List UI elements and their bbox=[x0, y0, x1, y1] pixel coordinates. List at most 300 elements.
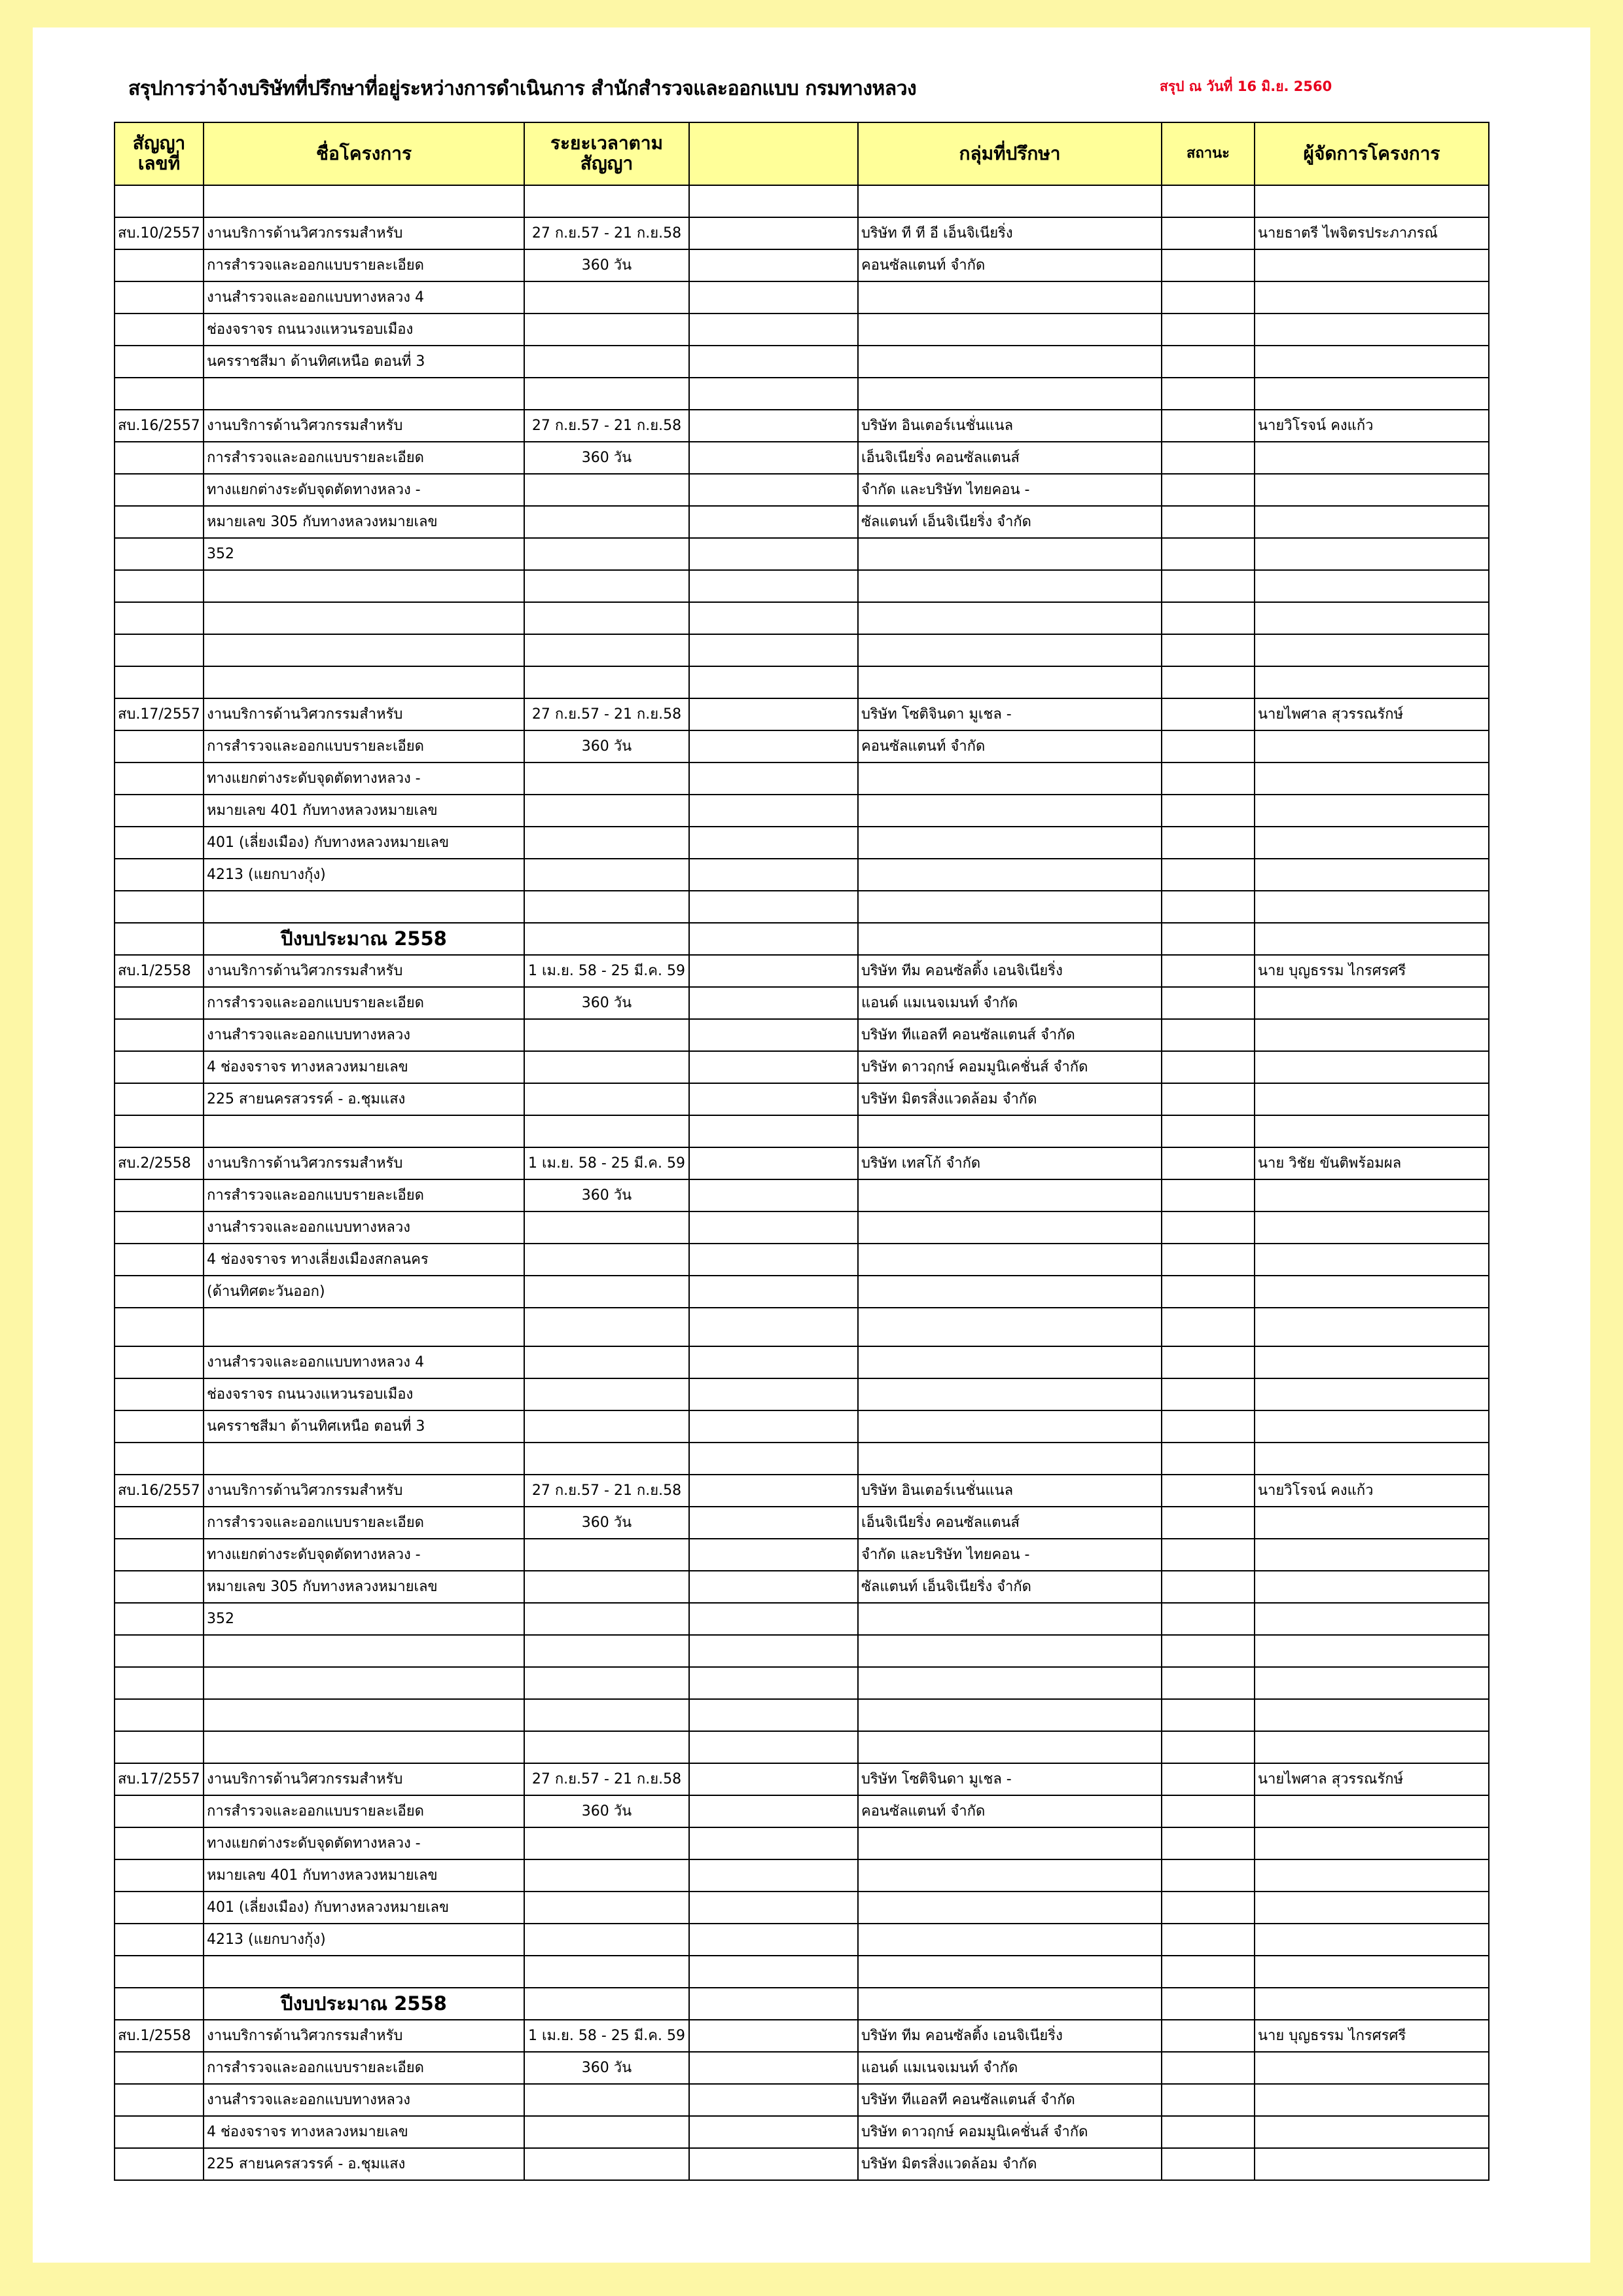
status-cell bbox=[1162, 538, 1255, 570]
project-name-cell: งานบริการด้านวิศวกรรมสำหรับ bbox=[204, 1475, 524, 1507]
status-cell bbox=[1162, 2116, 1255, 2148]
table-row bbox=[115, 1308, 1489, 1346]
project-name-cell: 225 สายนครสวรรค์ - อ.ชุมแสง bbox=[204, 2148, 524, 2180]
status-cell bbox=[1162, 217, 1255, 249]
project-manager-cell bbox=[1255, 2148, 1489, 2180]
contract-no-cell: สบ.16/2557 bbox=[115, 410, 204, 442]
table-row bbox=[115, 442, 1489, 474]
project-name-cell: งานบริการด้านวิศวกรรมสำหรับ bbox=[204, 698, 524, 730]
col-header-consultant: กลุ่มที่ปรึกษา bbox=[858, 122, 1162, 185]
contract-no-cell bbox=[115, 1244, 204, 1276]
consultant-cell bbox=[858, 1731, 1162, 1763]
project-name-cell bbox=[204, 1956, 524, 1988]
status-cell bbox=[1162, 1083, 1255, 1115]
table-row bbox=[115, 762, 1489, 795]
table-row bbox=[115, 1147, 1489, 1179]
status-cell bbox=[1162, 1346, 1255, 1378]
status-cell bbox=[1162, 1115, 1255, 1147]
blank-cell bbox=[689, 2148, 858, 2180]
col-header-project-manager: ผู้จัดการโครงการ bbox=[1255, 122, 1489, 185]
project-manager-cell: นายวิโรจน์ คงแก้ว bbox=[1255, 410, 1489, 442]
status-cell bbox=[1162, 1211, 1255, 1244]
table-row bbox=[115, 346, 1489, 378]
duration-cell bbox=[524, 1115, 689, 1147]
status-cell bbox=[1162, 634, 1255, 666]
project-name-cell: การสำรวจและออกแบบรายละเอียด bbox=[204, 2052, 524, 2084]
contract-no-cell bbox=[115, 1308, 204, 1346]
project-name-cell bbox=[204, 570, 524, 602]
consultant-cell bbox=[858, 827, 1162, 859]
duration-cell: 27 ก.ย.57 - 21 ก.ย.58 bbox=[524, 217, 689, 249]
budget-year-row bbox=[115, 1988, 1489, 2020]
consultant-cell: บริษัท เทสโก้ จำกัด bbox=[858, 1147, 1162, 1179]
blank-cell bbox=[689, 1410, 858, 1443]
table-row bbox=[115, 1892, 1489, 1924]
status-cell bbox=[1162, 1308, 1255, 1346]
contract-no-cell bbox=[115, 442, 204, 474]
blank-cell bbox=[689, 1115, 858, 1147]
project-name-cell: งานสำรวจและออกแบบทางหลวง bbox=[204, 1019, 524, 1051]
duration-cell: 360 วัน bbox=[524, 2052, 689, 2084]
project-name-cell: ช่องจราจร ถนนวงแหวนรอบเมือง bbox=[204, 314, 524, 346]
project-manager-cell: นายธาตรี ไพจิตรประภาภรณ์ bbox=[1255, 217, 1489, 249]
status-cell bbox=[1162, 1699, 1255, 1731]
duration-cell bbox=[524, 827, 689, 859]
contract-no-cell bbox=[115, 1699, 204, 1731]
blank-cell bbox=[689, 281, 858, 314]
blank-cell bbox=[689, 1244, 858, 1276]
blank-cell bbox=[689, 506, 858, 538]
consultant-cell: บริษัท ดาวฤกษ์ คอมมูนิเคชั่นส์ จำกัด bbox=[858, 1051, 1162, 1083]
contract-no-cell: สบ.16/2557 bbox=[115, 1475, 204, 1507]
contract-no-cell bbox=[115, 1019, 204, 1051]
contract-no-cell bbox=[115, 249, 204, 281]
consultant-cell bbox=[858, 1859, 1162, 1892]
table-row bbox=[115, 891, 1489, 923]
project-name-cell: งานสำรวจและออกแบบทางหลวง 4 bbox=[204, 281, 524, 314]
blank-cell bbox=[689, 923, 858, 955]
project-name-cell: 401 (เลี่ยงเมือง) กับทางหลวงหมายเลข bbox=[204, 827, 524, 859]
blank-cell bbox=[689, 538, 858, 570]
project-name-cell: การสำรวจและออกแบบรายละเอียด bbox=[204, 730, 524, 762]
table-row bbox=[115, 666, 1489, 698]
duration-cell bbox=[524, 1276, 689, 1308]
project-manager-cell: นาย วิชัย ขันติพร้อมผล bbox=[1255, 1147, 1489, 1179]
blank-cell bbox=[689, 730, 858, 762]
project-manager-cell bbox=[1255, 634, 1489, 666]
status-cell bbox=[1162, 1859, 1255, 1892]
blank-cell bbox=[689, 1083, 858, 1115]
table-row bbox=[115, 1051, 1489, 1083]
duration-cell bbox=[524, 314, 689, 346]
contract-no-cell bbox=[115, 346, 204, 378]
contract-no-cell bbox=[115, 185, 204, 217]
blank-cell bbox=[689, 1443, 858, 1475]
table-row bbox=[115, 474, 1489, 506]
duration-cell bbox=[524, 1988, 689, 2020]
contract-no-cell bbox=[115, 1346, 204, 1378]
project-manager-cell bbox=[1255, 2116, 1489, 2148]
contract-no-cell bbox=[115, 1924, 204, 1956]
status-cell bbox=[1162, 249, 1255, 281]
table-row bbox=[115, 1539, 1489, 1571]
blank-cell bbox=[689, 2084, 858, 2116]
project-manager-cell bbox=[1255, 281, 1489, 314]
project-manager-cell bbox=[1255, 1892, 1489, 1924]
project-name-cell: งานสำรวจและออกแบบทางหลวง 4 bbox=[204, 1346, 524, 1378]
consultant-cell bbox=[858, 891, 1162, 923]
project-manager-cell bbox=[1255, 666, 1489, 698]
duration-cell bbox=[524, 570, 689, 602]
duration-cell bbox=[524, 1603, 689, 1635]
contract-no-cell bbox=[115, 474, 204, 506]
project-name-cell bbox=[204, 891, 524, 923]
project-manager-cell bbox=[1255, 1276, 1489, 1308]
project-name-cell bbox=[204, 666, 524, 698]
status-cell bbox=[1162, 698, 1255, 730]
project-manager-cell bbox=[1255, 1507, 1489, 1539]
table-row bbox=[115, 1763, 1489, 1795]
blank-cell bbox=[689, 1827, 858, 1859]
duration-cell bbox=[524, 1699, 689, 1731]
duration-cell bbox=[524, 2084, 689, 2116]
consultant-cell: จำกัด และบริษัท ไทยคอน - bbox=[858, 474, 1162, 506]
consultant-cell: ซัลแตนท์ เอ็นจิเนียริ่ง จำกัด bbox=[858, 1571, 1162, 1603]
status-cell bbox=[1162, 2052, 1255, 2084]
status-cell bbox=[1162, 762, 1255, 795]
blank-cell bbox=[689, 666, 858, 698]
project-name-cell: 4213 (แยกบางกุ้ง) bbox=[204, 859, 524, 891]
project-name-cell: นครราชสีมา ด้านทิศเหนือ ตอนที่ 3 bbox=[204, 1410, 524, 1443]
contract-no-cell: สบ.17/2557 bbox=[115, 698, 204, 730]
project-name-cell bbox=[204, 1115, 524, 1147]
duration-cell bbox=[524, 1892, 689, 1924]
table-row bbox=[115, 378, 1489, 410]
status-cell bbox=[1162, 666, 1255, 698]
contract-no-cell bbox=[115, 1276, 204, 1308]
contract-no-cell bbox=[115, 1539, 204, 1571]
table-row bbox=[115, 314, 1489, 346]
duration-cell bbox=[524, 378, 689, 410]
project-manager-cell bbox=[1255, 1859, 1489, 1892]
status-cell bbox=[1162, 1147, 1255, 1179]
project-manager-cell bbox=[1255, 2052, 1489, 2084]
project-manager-cell bbox=[1255, 442, 1489, 474]
blank-cell bbox=[689, 795, 858, 827]
project-manager-cell bbox=[1255, 346, 1489, 378]
consultant-cell: บริษัท ทีม คอนซัลติ้ง เอนจิเนียริ่ง bbox=[858, 2020, 1162, 2052]
project-manager-cell bbox=[1255, 730, 1489, 762]
project-manager-cell bbox=[1255, 1667, 1489, 1699]
project-name-cell bbox=[204, 1667, 524, 1699]
duration-cell: 1 เม.ย. 58 - 25 มี.ค. 59 bbox=[524, 955, 689, 987]
project-name-cell: 4213 (แยกบางกุ้ง) bbox=[204, 1924, 524, 1956]
table-row bbox=[115, 795, 1489, 827]
duration-cell bbox=[524, 1571, 689, 1603]
duration-cell bbox=[524, 1827, 689, 1859]
project-manager-cell bbox=[1255, 1179, 1489, 1211]
blank-cell bbox=[689, 1346, 858, 1378]
table-row bbox=[115, 185, 1489, 217]
blank-cell bbox=[689, 1956, 858, 1988]
project-name-cell bbox=[204, 1635, 524, 1667]
consultant-cell bbox=[858, 1115, 1162, 1147]
duration-cell bbox=[524, 1019, 689, 1051]
status-cell bbox=[1162, 185, 1255, 217]
consultant-cell bbox=[858, 538, 1162, 570]
consultant-cell: จำกัด และบริษัท ไทยคอน - bbox=[858, 1539, 1162, 1571]
project-name-cell: การสำรวจและออกแบบรายละเอียด bbox=[204, 1507, 524, 1539]
contract-no-cell bbox=[115, 987, 204, 1019]
contract-no-cell bbox=[115, 1795, 204, 1827]
duration-cell bbox=[524, 2148, 689, 2180]
project-name-cell: งานบริการด้านวิศวกรรมสำหรับ bbox=[204, 1147, 524, 1179]
consultant-cell bbox=[858, 314, 1162, 346]
duration-cell bbox=[524, 1731, 689, 1763]
consultant-cell bbox=[858, 1699, 1162, 1731]
status-cell bbox=[1162, 795, 1255, 827]
duration-cell bbox=[524, 634, 689, 666]
table-row bbox=[115, 1507, 1489, 1539]
status-cell bbox=[1162, 1731, 1255, 1763]
project-manager-cell bbox=[1255, 1603, 1489, 1635]
contract-no-cell bbox=[115, 1051, 204, 1083]
duration-cell bbox=[524, 1083, 689, 1115]
contract-no-cell bbox=[115, 891, 204, 923]
project-name-cell: หมายเลข 401 กับทางหลวงหมายเลข bbox=[204, 795, 524, 827]
contract-no-cell: สบ.1/2558 bbox=[115, 2020, 204, 2052]
table-row bbox=[115, 2020, 1489, 2052]
blank-cell bbox=[689, 1795, 858, 1827]
consultant-cell bbox=[858, 281, 1162, 314]
status-cell bbox=[1162, 923, 1255, 955]
table-row bbox=[115, 859, 1489, 891]
duration-cell bbox=[524, 795, 689, 827]
contract-no-cell bbox=[115, 827, 204, 859]
duration-cell: 360 วัน bbox=[524, 442, 689, 474]
table-row bbox=[115, 1244, 1489, 1276]
blank-cell bbox=[689, 891, 858, 923]
consultant-cell bbox=[858, 795, 1162, 827]
project-manager-cell bbox=[1255, 1988, 1489, 2020]
project-manager-cell bbox=[1255, 1051, 1489, 1083]
project-name-cell: ปีงบประมาณ 2558 bbox=[204, 923, 524, 955]
consultant-cell: ซัลแตนท์ เอ็นจิเนียริ่ง จำกัด bbox=[858, 506, 1162, 538]
duration-cell bbox=[524, 1635, 689, 1667]
table-row bbox=[115, 2052, 1489, 2084]
status-cell bbox=[1162, 1410, 1255, 1443]
consultant-cell: บริษัท ทีม คอนซัลติ้ง เอนจิเนียริ่ง bbox=[858, 955, 1162, 987]
table-row bbox=[115, 1924, 1489, 1956]
duration-cell bbox=[524, 1667, 689, 1699]
table-row bbox=[115, 410, 1489, 442]
col-header-contract-no: สัญญา เลขที่ bbox=[115, 122, 204, 185]
project-manager-cell bbox=[1255, 762, 1489, 795]
table-row bbox=[115, 217, 1489, 249]
project-name-cell: การสำรวจและออกแบบรายละเอียด bbox=[204, 1795, 524, 1827]
project-name-cell bbox=[204, 185, 524, 217]
project-name-cell: 4 ช่องจราจร ทางเลี่ยงเมืองสกลนคร bbox=[204, 1244, 524, 1276]
project-manager-cell bbox=[1255, 1571, 1489, 1603]
consultant-cell bbox=[858, 1924, 1162, 1956]
status-cell bbox=[1162, 1635, 1255, 1667]
project-manager-cell bbox=[1255, 923, 1489, 955]
project-manager-cell bbox=[1255, 1308, 1489, 1346]
blank-cell bbox=[689, 602, 858, 634]
blank-cell bbox=[689, 1475, 858, 1507]
status-cell bbox=[1162, 2084, 1255, 2116]
blank-cell bbox=[689, 987, 858, 1019]
duration-cell: 1 เม.ย. 58 - 25 มี.ค. 59 bbox=[524, 2020, 689, 2052]
duration-cell bbox=[524, 1410, 689, 1443]
duration-cell bbox=[524, 1443, 689, 1475]
project-name-cell: 225 สายนครสวรรค์ - อ.ชุมแสง bbox=[204, 1083, 524, 1115]
status-cell bbox=[1162, 506, 1255, 538]
page-title: สรุปการว่าจ้างบริษัทที่ปรึกษาที่อยู่ระหว่างการดำเนินการ สำนักสำรวจและออกแบบ กรมทางหลวง bbox=[128, 77, 917, 100]
status-cell bbox=[1162, 1179, 1255, 1211]
contract-no-cell bbox=[115, 1667, 204, 1699]
project-name-cell bbox=[204, 1699, 524, 1731]
status-cell bbox=[1162, 1571, 1255, 1603]
project-manager-cell bbox=[1255, 378, 1489, 410]
table-row bbox=[115, 987, 1489, 1019]
status-cell bbox=[1162, 1795, 1255, 1827]
consultant-cell bbox=[858, 1276, 1162, 1308]
status-cell bbox=[1162, 281, 1255, 314]
duration-cell bbox=[524, 1539, 689, 1571]
consultant-cell bbox=[858, 185, 1162, 217]
contract-no-cell bbox=[115, 1211, 204, 1244]
contract-no-cell bbox=[115, 1507, 204, 1539]
consultant-cell bbox=[858, 634, 1162, 666]
project-name-cell: 352 bbox=[204, 1603, 524, 1635]
project-manager-cell: นายไพศาล สุวรรณรักษ์ bbox=[1255, 698, 1489, 730]
blank-cell bbox=[689, 1988, 858, 2020]
status-cell bbox=[1162, 827, 1255, 859]
project-manager-cell bbox=[1255, 1827, 1489, 1859]
consultant-cell bbox=[858, 1603, 1162, 1635]
table-row bbox=[115, 281, 1489, 314]
project-name-cell bbox=[204, 634, 524, 666]
contract-no-cell bbox=[115, 1443, 204, 1475]
contract-no-cell bbox=[115, 859, 204, 891]
project-name-cell bbox=[204, 1443, 524, 1475]
project-name-cell: ช่องจราจร ถนนวงแหวนรอบเมือง bbox=[204, 1378, 524, 1410]
project-name-cell: หมายเลข 305 กับทางหลวงหมายเลข bbox=[204, 1571, 524, 1603]
blank-cell bbox=[689, 1892, 858, 1924]
blank-cell bbox=[689, 1539, 858, 1571]
consultant-cell bbox=[858, 1892, 1162, 1924]
blank-cell bbox=[689, 1019, 858, 1051]
project-manager-cell bbox=[1255, 185, 1489, 217]
blank-cell bbox=[689, 955, 858, 987]
duration-cell bbox=[524, 859, 689, 891]
table-row bbox=[115, 570, 1489, 602]
project-manager-cell bbox=[1255, 1378, 1489, 1410]
blank-cell bbox=[689, 859, 858, 891]
duration-cell bbox=[524, 346, 689, 378]
duration-cell bbox=[524, 1244, 689, 1276]
blank-cell bbox=[689, 1211, 858, 1244]
status-cell bbox=[1162, 1763, 1255, 1795]
contract-no-cell bbox=[115, 634, 204, 666]
table-row bbox=[115, 1731, 1489, 1763]
table-row bbox=[115, 827, 1489, 859]
table-row bbox=[115, 2148, 1489, 2180]
duration-cell bbox=[524, 762, 689, 795]
project-manager-cell bbox=[1255, 1539, 1489, 1571]
col-header-status: สถานะ bbox=[1162, 122, 1255, 185]
table-row bbox=[115, 1475, 1489, 1507]
duration-cell: 1 เม.ย. 58 - 25 มี.ค. 59 bbox=[524, 1147, 689, 1179]
contract-no-cell bbox=[115, 602, 204, 634]
consultant-cell bbox=[858, 1378, 1162, 1410]
consultant-cell bbox=[858, 1308, 1162, 1346]
consultant-cell bbox=[858, 923, 1162, 955]
duration-cell: 360 วัน bbox=[524, 730, 689, 762]
contract-no-cell bbox=[115, 1956, 204, 1988]
table-row bbox=[115, 2116, 1489, 2148]
status-cell bbox=[1162, 602, 1255, 634]
table-row bbox=[115, 1635, 1489, 1667]
status-cell bbox=[1162, 730, 1255, 762]
contract-no-cell bbox=[115, 1115, 204, 1147]
table-row bbox=[115, 538, 1489, 570]
project-manager-cell bbox=[1255, 1924, 1489, 1956]
consultant-cell: บริษัท มิตรสิ่งแวดล้อม จำกัด bbox=[858, 1083, 1162, 1115]
table-row bbox=[115, 1956, 1489, 1988]
project-manager-cell bbox=[1255, 1019, 1489, 1051]
contract-no-cell bbox=[115, 2052, 204, 2084]
duration-cell: 360 วัน bbox=[524, 1507, 689, 1539]
project-manager-cell bbox=[1255, 987, 1489, 1019]
consultant-cell bbox=[858, 1244, 1162, 1276]
consultant-cell bbox=[858, 1988, 1162, 2020]
duration-cell bbox=[524, 281, 689, 314]
consultant-cell: เอ็นจิเนียริ่ง คอนซัลแตนส์ bbox=[858, 1507, 1162, 1539]
contract-no-cell bbox=[115, 1378, 204, 1410]
status-cell bbox=[1162, 2020, 1255, 2052]
table-row bbox=[115, 634, 1489, 666]
blank-cell bbox=[689, 698, 858, 730]
consultant-cell: บริษัท ดาวฤกษ์ คอมมูนิเคชั่นส์ จำกัด bbox=[858, 2116, 1162, 2148]
table-row bbox=[115, 1346, 1489, 1378]
project-name-cell: ทางแยกต่างระดับจุดตัดทางหลวง - bbox=[204, 762, 524, 795]
status-cell bbox=[1162, 410, 1255, 442]
project-name-cell: งานบริการด้านวิศวกรรมสำหรับ bbox=[204, 955, 524, 987]
table-row bbox=[115, 1410, 1489, 1443]
project-manager-cell bbox=[1255, 314, 1489, 346]
as-of-date: สรุป ณ วันที่ 16 มิ.ย. 2560 bbox=[1160, 79, 1332, 94]
consultant-cell: บริษัท มิตรสิ่งแวดล้อม จำกัด bbox=[858, 2148, 1162, 2180]
duration-cell: 27 ก.ย.57 - 21 ก.ย.58 bbox=[524, 1763, 689, 1795]
project-manager-cell bbox=[1255, 506, 1489, 538]
duration-cell bbox=[524, 1924, 689, 1956]
duration-cell bbox=[524, 666, 689, 698]
consultant-cell bbox=[858, 1956, 1162, 1988]
consultant-cell: คอนซัลแตนท์ จำกัด bbox=[858, 730, 1162, 762]
duration-cell bbox=[524, 1051, 689, 1083]
table-row bbox=[115, 602, 1489, 634]
status-cell bbox=[1162, 570, 1255, 602]
consultant-cell: แอนด์ แมเนจเมนท์ จำกัด bbox=[858, 2052, 1162, 2084]
project-manager-cell bbox=[1255, 474, 1489, 506]
status-cell bbox=[1162, 1019, 1255, 1051]
table-row bbox=[115, 1378, 1489, 1410]
status-cell bbox=[1162, 1051, 1255, 1083]
consultant-cell bbox=[858, 1410, 1162, 1443]
contract-no-cell bbox=[115, 1603, 204, 1635]
